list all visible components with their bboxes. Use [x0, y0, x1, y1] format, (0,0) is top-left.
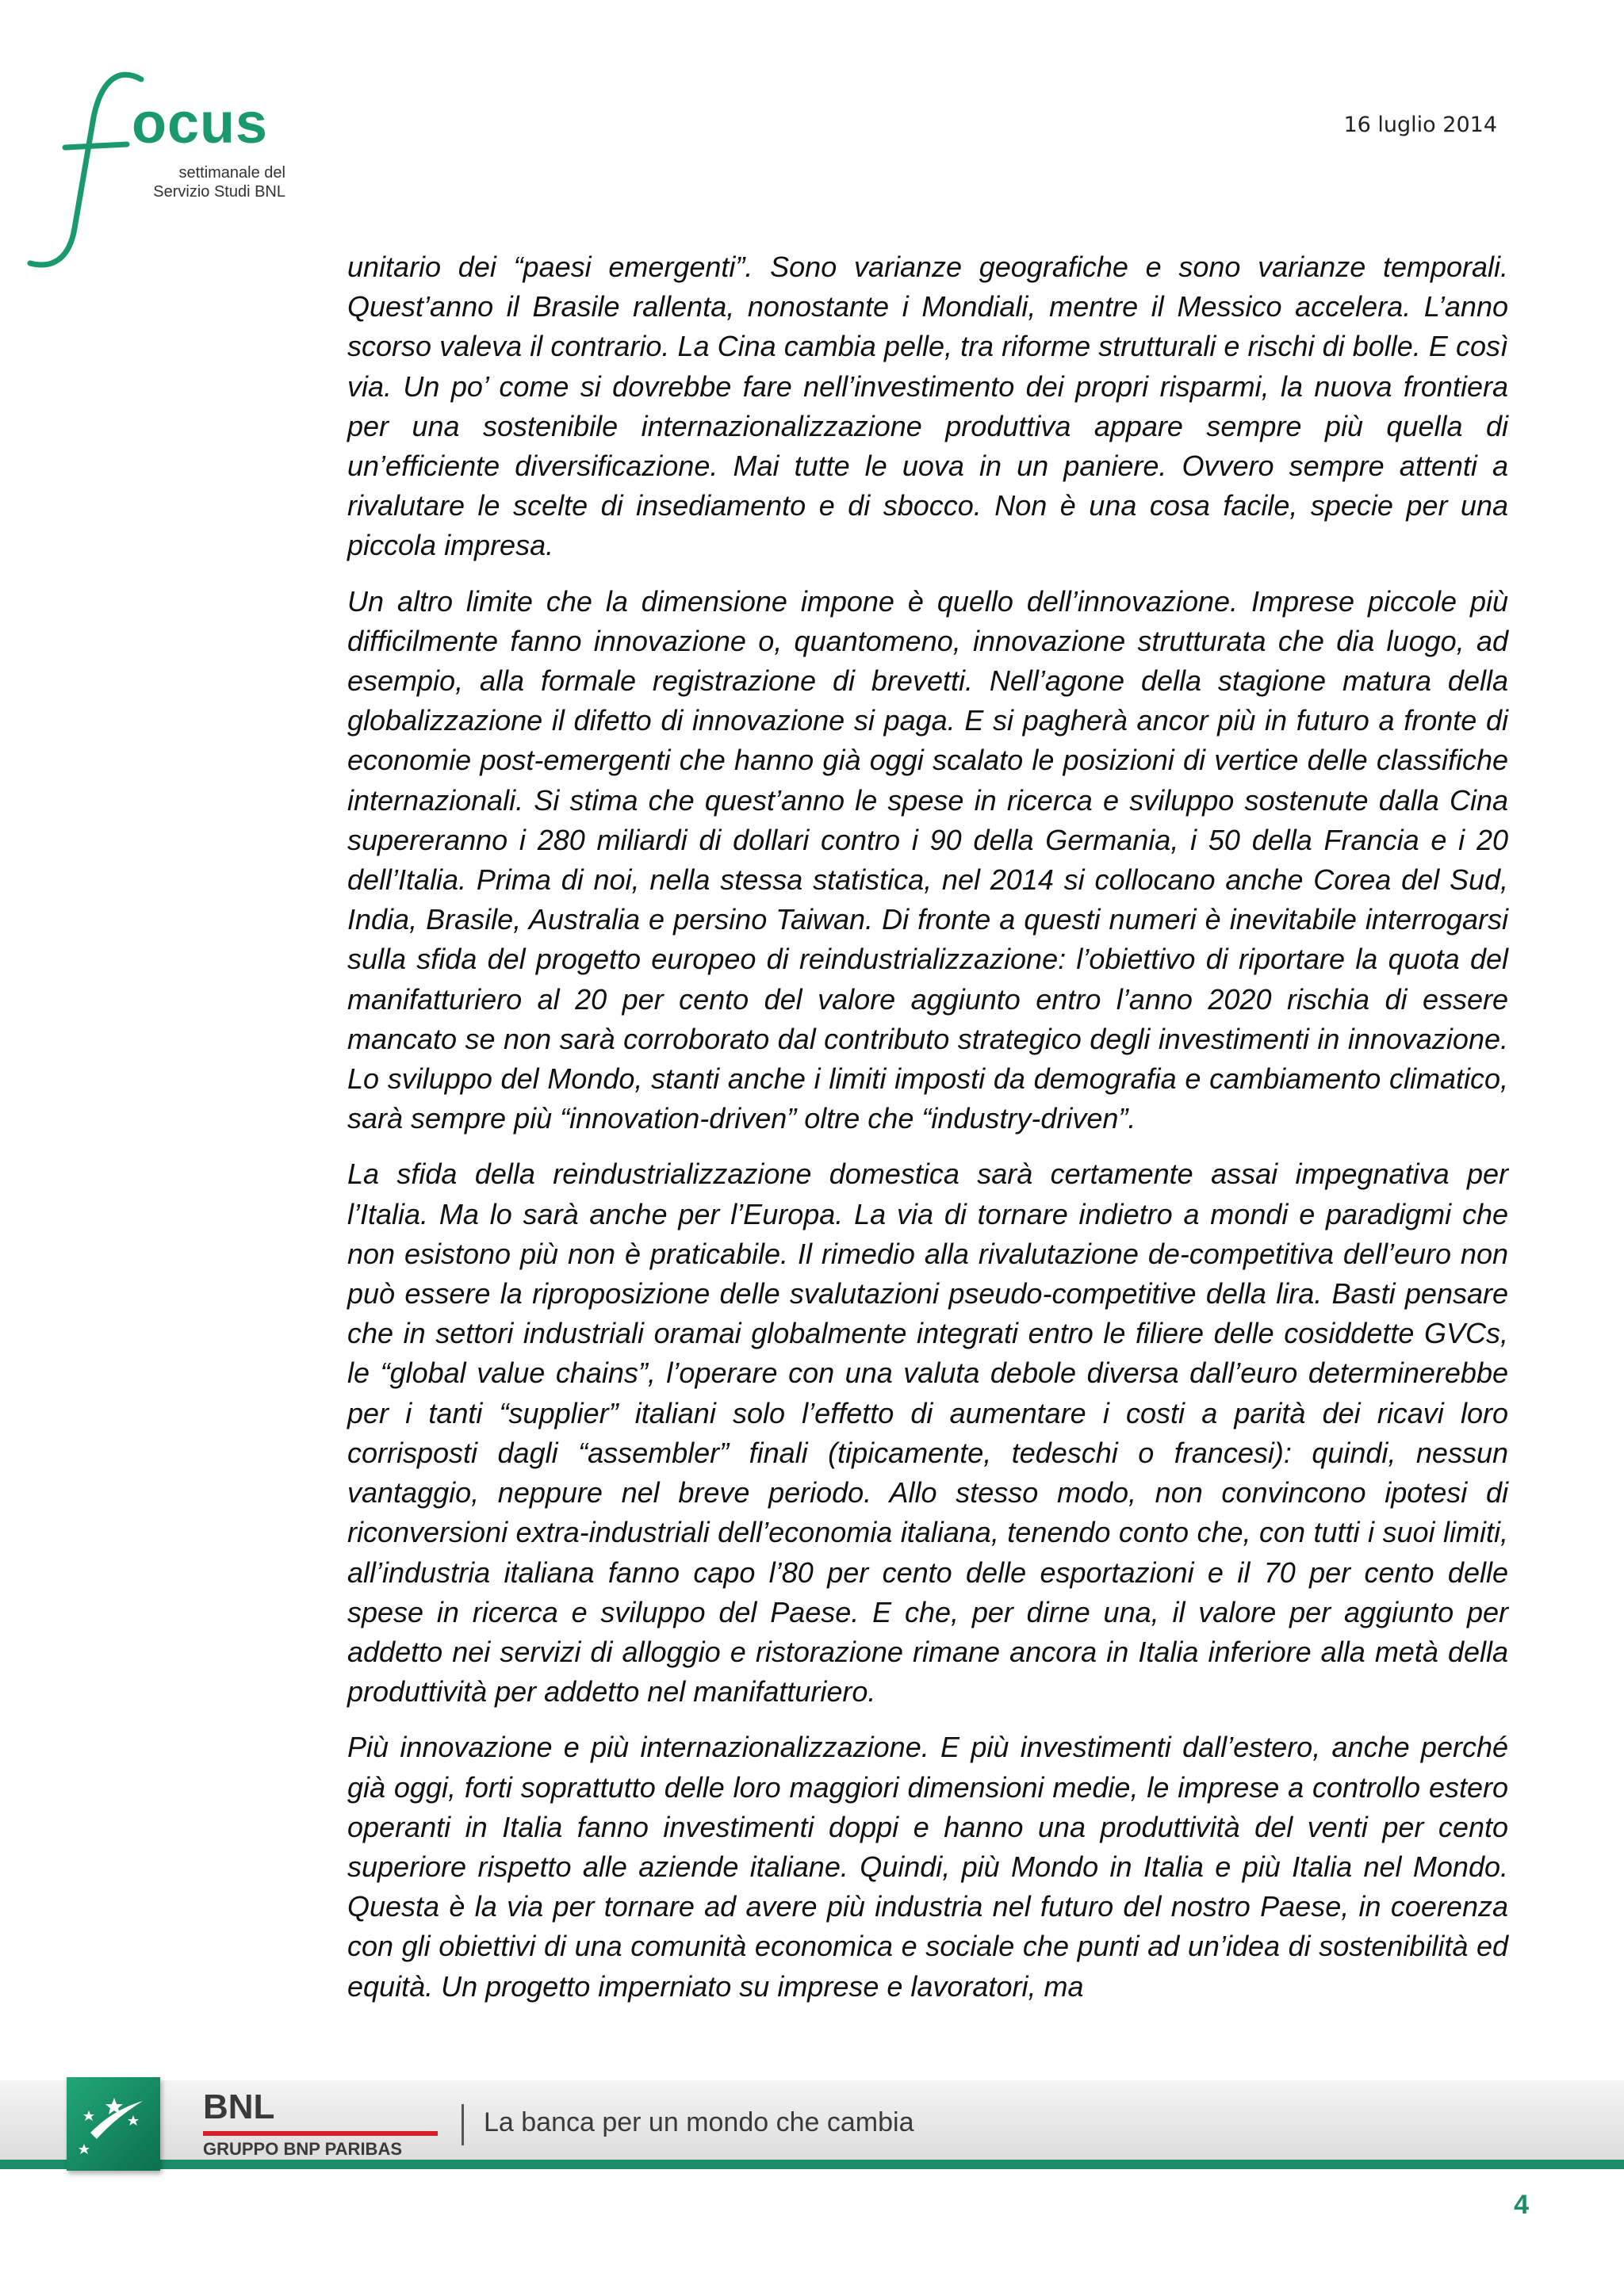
bnp-logo-box [67, 2077, 160, 2171]
bnl-brand: BNL [203, 2087, 275, 2126]
logo-subtitle [122, 163, 285, 201]
paragraph-3: La sfida della reindustrializzazione domestica sarà certamente assai impegnativa per l’Italia. Ma lo sarà anche per l’Europa. La via di tornare indietro a mondi e paradigmi che non esistono più non è praticabile. Il rimedio alla rivalutazione de-competitiva dell’euro non può essere la riproposizione delle svalutazioni pseudo-competitive della lira. Basti pensare che in settori industriali oramai globalmente integrati entro le filiere delle cosiddette GVCs, le “global value chains”, l’operare con una valuta debole diversa dall’euro determinerebbe per i tanti “supplier” italiani solo l’effetto di aumentare i costi a parità dei ricavi loro corrisposti dagli “assembler” finali (tipicamente, tedeschi o francesi): quindi, nessun vantaggio, neppure nel breve periodo. Allo stesso modo, non convincono ipotesi di riconversioni extra-industriali dell’economia italiana, tenendo conto che, con tutti i suoi limiti, all’industria italiana fanno capo l’80 per cento delle esportazioni e il 70 per cento delle spese in ricerca e sviluppo del Paese. E che, per dirne una, il valore per aggiunto per addetto nei servizi di alloggio e ristorazione rimane ancora in Italia inferiore alla metà della produttività per addetto nel manifatturiero. [347, 1158, 1508, 1709]
page-number: 4 [1514, 2190, 1529, 2220]
paragraph-4: Più innovazione e più internazionalizzazione. E più investimenti dall’estero, anche perché già oggi, forti soprattutto delle loro maggiori dimensioni medie, le imprese a controllo estero operanti in Italia fanno investimenti doppi e hanno una produttività del venti per cento superiore rispetto alle aziende italiane. Quindi, più Mondo in Italia e più Italia nel Mondo. Questa è la via per tornare ad avere più industria nel futuro del nostro Paese, in coerenza con gli obiettivi di una comunità economica e sociale che punti ad un’idea di sostenibilità ed equità. Un progetto imperniato su imprese e lavoratori, ma [347, 1731, 1508, 2003]
logo-subtitle-line2: Servizio Studi BNL [153, 183, 285, 201]
logo-word: ocus [132, 92, 269, 155]
article-body [347, 247, 1508, 2022]
publication-date: 16 luglio 2014 [1343, 113, 1497, 137]
logo-subtitle-line1: settimanale del [178, 164, 285, 182]
paragraph-2: Un altro limite che la dimensione impone è quello dell’innovazione. Imprese piccole più difficilmente fanno innovazione o, quantomeno, innovazione strutturata che dia luogo, ad esempio, alla formale registrazione di brevetti. Nell’agone della stagione matura della globalizzazione il difetto di innovazione si paga. E si pagherà ancor più in futuro a fronte di economie post-emergenti che hanno già oggi scalato le posizioni di vertice delle classifiche internazionali. Si stima che quest’anno le spese in ricerca e sviluppo sostenute dalla Cina supereranno i 280 miliardi di dollari contro i 90 della Germania, i 50 della Francia e i 20 dell’Italia. Prima di noi, nella stessa statistica, nel 2014 si collocano anche Corea del Sud, India, Brasile, Australia e persino Taiwan. Di fronte a questi numeri è inevitabile interrogarsi sulla sfida del progetto europeo di reindustrializzazione: l’obiettivo di riportare la quota del manifatturiero al 20 per cento del valore aggiunto entro l’anno 2020 rischia di essere mancato se non sarà corroborato dal contributo strategico degli investimenti in innovazione. Lo sviluppo del Mondo, stanti anche i limiti imposti da demografia e cambiamento climatico, sarà sempre più “innovation-driven” oltre che “industry-driven”. [347, 584, 1508, 1135]
tagline-separator [462, 2104, 464, 2145]
bnp-stars-icon [67, 2077, 160, 2171]
footer-line [0, 2160, 1624, 2169]
bnl-tagline: La banca per un mondo che cambia [484, 2107, 914, 2137]
bnl-red-bar [203, 2131, 438, 2136]
bnl-group-name: GRUPPO BNP PARIBAS [203, 2139, 403, 2159]
paragraph-1: unitario dei “paesi emergenti”. Sono varianze geografiche e sono varianze temporali. Quest’anno il Brasile rallenta, nonostante i Mondiali, mentre il Messico accelera. L’anno scorso valeva il contrario. La Cina cambia pelle, tra riforme strutturali e rischi di bolle. E così via. Un po’ come si dovrebbe fare nell’investimento dei propri risparmi, la nuova frontiera per una sostenibile internazionalizzazione produttiva appare sempre più quella di un’efficiente diversificazione. Mai tutte le uova in un paniere. Ovvero sempre attenti a rivalutare le scelte di insediamento e di sbocco. Non è una cosa facile, specie per una piccola impresa. [347, 251, 1508, 562]
focus-logo [22, 70, 285, 276]
